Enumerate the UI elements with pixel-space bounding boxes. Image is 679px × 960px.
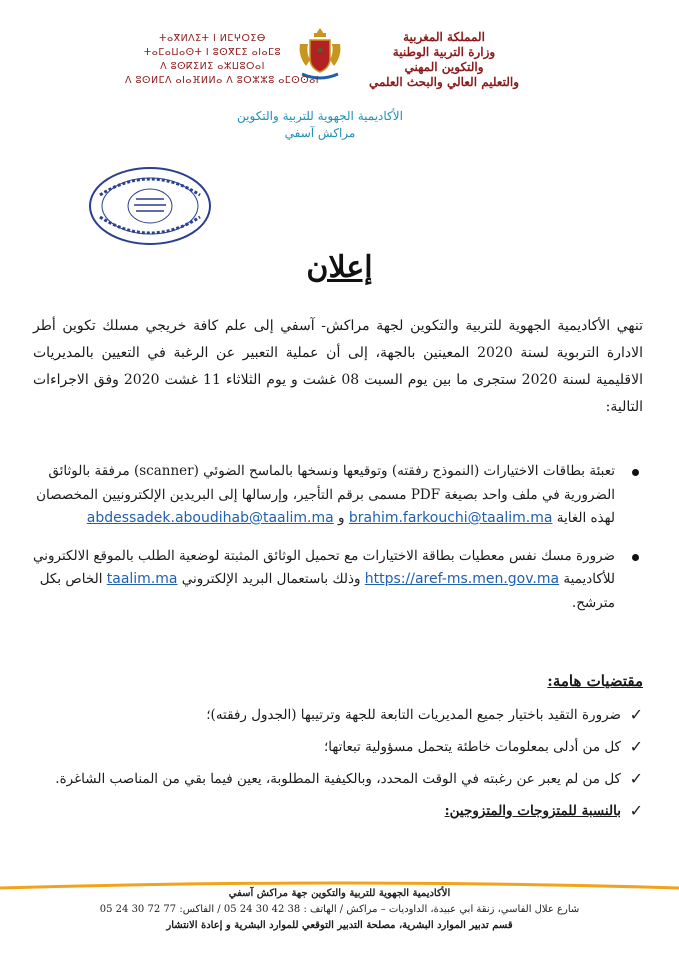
bullet-icon [632, 554, 639, 561]
academy-name [200, 108, 440, 142]
ministry-tifinagh-line: ⵜⴰⴳⵍⴷⵉⵜ ⵏ ⵍⵎⵖⵔⵉⴱ [159, 33, 266, 44]
conjunction: و [338, 510, 345, 526]
ministry-tifinagh-line: ⵜⴰⵎⴰⵡⴰⵙⵜ ⵏ ⵓⵙⴳⵎⵉ ⴰⵏⴰⵎⵓ [143, 47, 282, 58]
bullet-text: الخاص بكل مترشح. [39, 571, 615, 611]
checkmark-icon: ✓ [629, 737, 643, 756]
ministry-line: والتكوين المهني [404, 60, 484, 74]
ministry-tifinagh [125, 32, 320, 88]
requirements-list [33, 702, 643, 830]
bullet-text: ضرورة مسك نفس معطيات بطاقة الاختيارات مع تحميل الوثائق المثبتة لوضعية الطلب بالموقع الالكتروني للأكاديمية [33, 547, 615, 587]
list-item [33, 734, 643, 760]
list-item [33, 766, 643, 792]
academy-website-link[interactable]: https://aref-ms.men.gov.ma [364, 571, 560, 587]
bullet-icon [632, 469, 639, 476]
ministry-line: وزارة التربية الوطنية [392, 45, 496, 59]
procedure-list [33, 460, 643, 629]
bullet-text: تعبئة بطاقات الاختيارات (النموذج رفقته) وتوقيعها ونسخها بالماسح الضوئي (scanner) مرفقة بالوثائق الضرورية في ملف واحد بصيغة PDF مسمى برقم التأجير، وإرسالها إلى البريدين الإلكترونيين المخصصان لهذه الغاية [36, 463, 615, 526]
intro-paragraph: تنهي الأكاديمية الجهوية للتربية والتكوين لجهة مراكش- آسفي إلى علم كافة خريجي مسلك تكوين أطر الادارة التربوية لسنة 2020 المعينين بالجهة، إلى أن عملية التعبير عن الرغبة في التعيين بالمديريات الاقليمية لسنة 2020 ستجرى ما بين يوم السبت 08 غشت و يوم الثلاثاء 11 غشت 2020 وفق الاجراءات التالية: [33, 318, 643, 415]
list-item [33, 798, 643, 824]
requirement-text: بالنسبة للمتزوجات والمتزوجين: [444, 803, 621, 819]
ministry-line: والتعليم العالي والبحث العلمي [368, 75, 519, 89]
email-link-aboudihab[interactable]: abdessadek.aboudihab@taalim.ma [86, 510, 334, 526]
footer-academy: الأكاديمية الجهوية للتربية والتكوين جهة مراكش آسفي [228, 888, 451, 899]
email-domain-link[interactable]: taalim.ma [106, 571, 178, 587]
list-item [33, 702, 643, 728]
footer-address: شارع علال الفاسي، زنقة ابي عبيدة، الداوديات – مراكش / الهاتف : 38 42 30 24 05 / الفاكس: 77 72 30 24 05 [99, 904, 580, 915]
ministry-arabic [369, 30, 519, 90]
list-item [33, 460, 643, 531]
page-title: إعلان [306, 250, 373, 285]
email-link-farkouchi[interactable]: brahim.farkouchi@taalim.ma [348, 510, 553, 526]
requirement-text: كل من أدلى بمعلومات خاطئة يتحمل مسؤولية تبعاتها؛ [323, 739, 621, 755]
academy-line: الأكاديمية الجهوية للتربية والتكوين [237, 109, 403, 123]
checkmark-icon: ✓ [629, 769, 643, 788]
ministry-tifinagh-line: ⴷ ⵓⵙⵍⵎⴷ ⴰⵏⴰⴼⵍⵍⴰ ⴷ ⵓⵔⵣⵣⵓ ⴰⵎⵙⵙⴰⵏ [125, 75, 320, 86]
list-item [33, 545, 643, 616]
ministry-tifinagh-line: ⴷ ⵓⵙⴽⵉⵍⵉ ⴰⵣⵡⵓⵔⴰⵏ [160, 61, 265, 72]
footer [0, 886, 679, 934]
requirement-text: كل من لم يعبر عن رغبته في الوقت المحدد، وبالكيفية المطلوبة، يعين فيما بقي من المناصب الشاغرة. [55, 771, 621, 787]
requirement-text: ضرورة التقيد باختيار جميع المديريات التابعة للجهة وترتيبها (الجدول رفقته)؛ [206, 707, 621, 723]
checkmark-icon: ✓ [629, 705, 643, 724]
academy-line: مراكش آسفي [284, 126, 356, 140]
bullet-text: وذلك باستعمال البريد الإلكتروني [181, 571, 361, 587]
ministry-line: المملكة المغربية [403, 30, 485, 44]
requirements-heading: مقتضيات هامة: [547, 672, 643, 690]
official-stamp-icon [88, 165, 213, 247]
checkmark-icon: ✓ [629, 801, 643, 820]
footer-department: قسم تدبير الموارد البشرية، مصلحة التدبير التوقعي للموارد البشرية و إعادة الانتشار [166, 920, 513, 931]
